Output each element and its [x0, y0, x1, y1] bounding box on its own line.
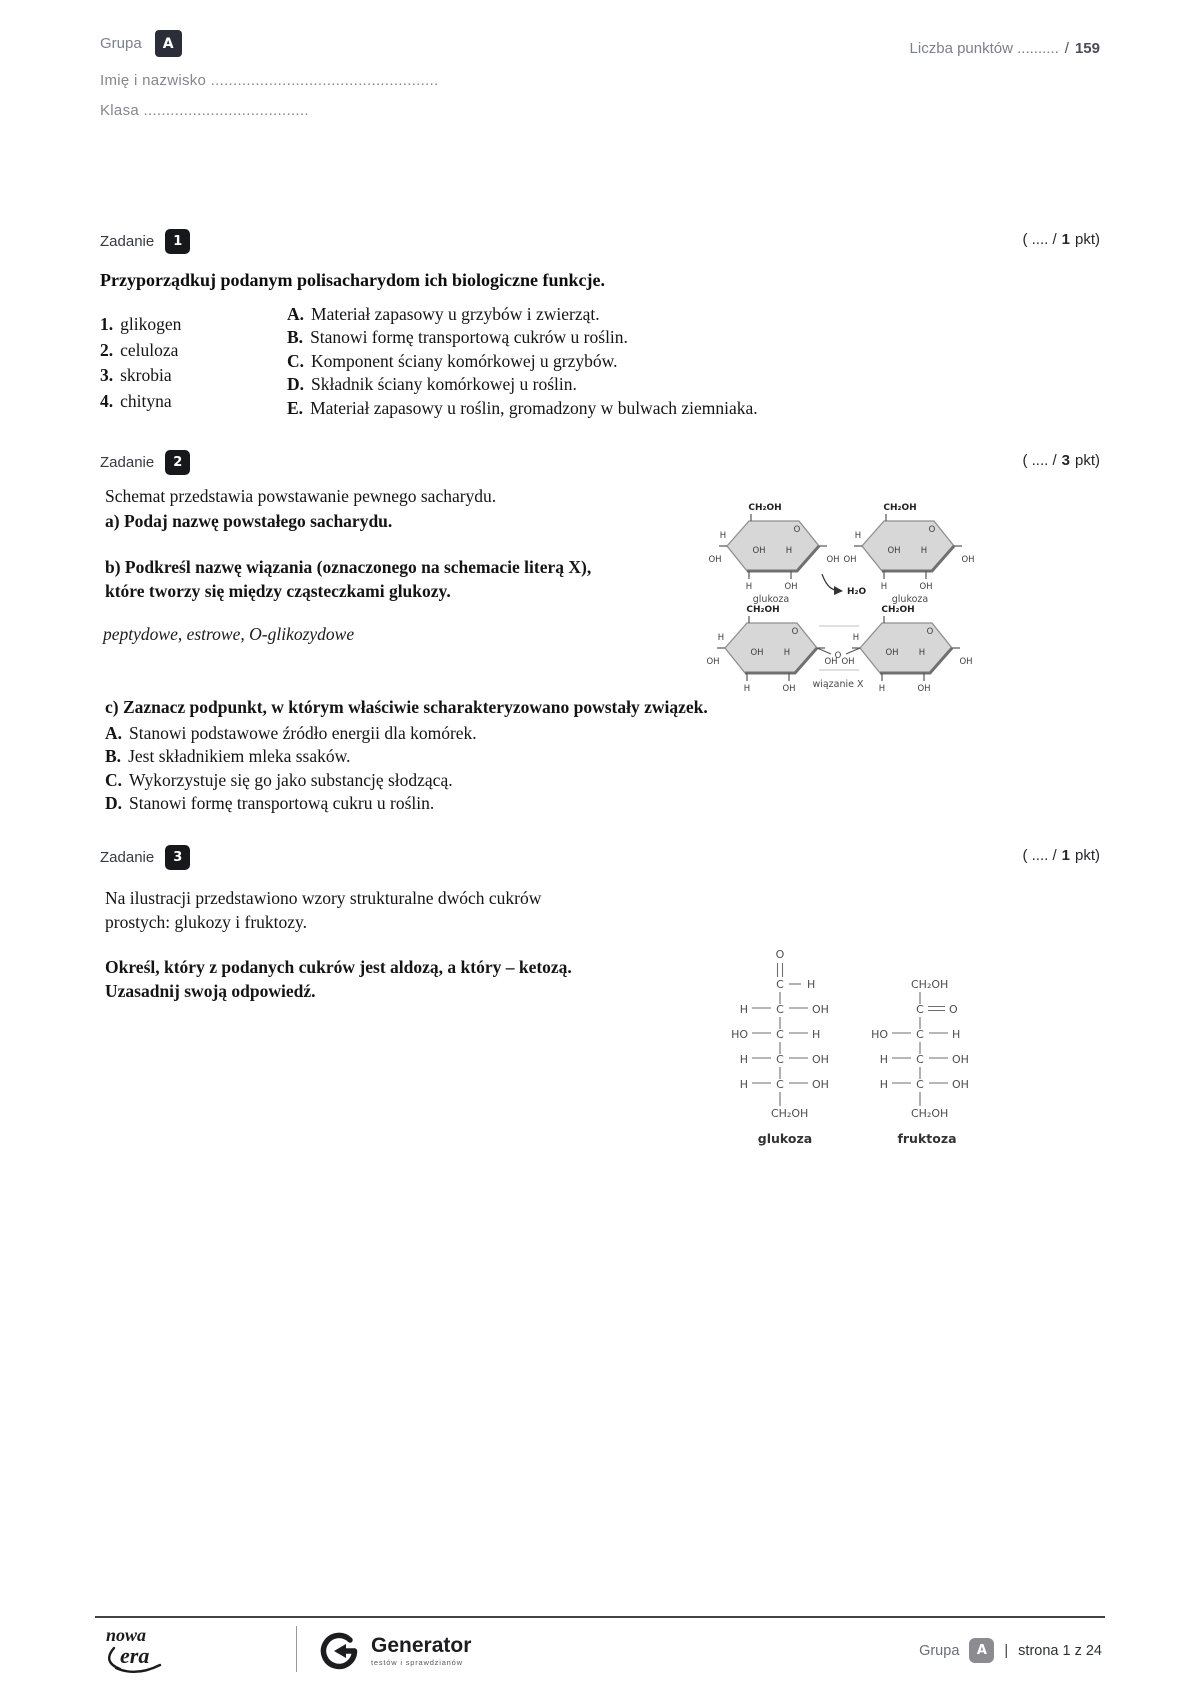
option-item — [105, 792, 477, 815]
option-item — [105, 769, 477, 792]
ch2oh-group: CH₂OH — [911, 1107, 949, 1120]
footer-vertical-divider — [296, 1626, 297, 1672]
function-text: Komponent ściany komórkowej u grzybów. — [311, 350, 618, 371]
term-num: 3. — [100, 365, 114, 385]
hydrogen: H — [879, 1078, 888, 1091]
footer-divider-line — [95, 1616, 1105, 1618]
ch2oh-group: CH₂OH — [771, 1107, 809, 1120]
term-num: 4. — [100, 390, 114, 411]
brand-word-1: nowa — [106, 1625, 147, 1645]
carbon: C — [776, 1078, 784, 1091]
function-text: Materiał zapasowy u roślin, gromadzony w bulwach ziemniaka. — [310, 397, 758, 418]
hydroxyl: HO — [731, 1028, 748, 1041]
term-text: skrobia — [120, 365, 172, 385]
carbon: C — [916, 1078, 924, 1091]
task-3-points-prefix: ( .... / — [1022, 847, 1057, 864]
function-letter: C. — [287, 350, 305, 371]
option-text: Jest składnikiem mleka ssaków. — [128, 746, 351, 767]
function-letter: B. — [287, 327, 304, 348]
generator-name: Generator — [371, 1634, 472, 1657]
function-item — [287, 350, 1100, 373]
glucose-ring-top-left — [708, 503, 839, 592]
footer-page-number: strona 1 z 24 — [1018, 1642, 1102, 1659]
task-2-word-bank: peptydowe, estrowe, O-glikozydowe — [103, 624, 355, 644]
task-2-part-c: c) Zaznacz podpunkt, w którym właściwie scharakteryzowano powstały związek. — [105, 697, 708, 717]
term-item — [100, 312, 287, 338]
structural-formulas — [685, 873, 995, 1158]
glucose-ring-top-right — [843, 503, 974, 592]
hydrogen: H — [739, 1053, 748, 1066]
option-letter: A. — [105, 723, 123, 743]
aldehyde-oxygen: O — [775, 948, 785, 961]
hydroxyl: OH — [952, 1078, 969, 1091]
option-item — [105, 745, 477, 768]
term-item — [100, 338, 287, 364]
option-text: Stanowi podstawowe źródło energii dla komórek. — [129, 723, 477, 743]
task-1-points — [1022, 231, 1100, 248]
function-text: Stanowi formę transportową cukrów u roślin. — [310, 327, 628, 348]
function-letter: A. — [287, 304, 305, 324]
glucose-caption: glukoza — [752, 594, 790, 605]
footer-pipe: | — [1004, 1642, 1009, 1659]
term-text: chityna — [120, 390, 172, 411]
total-points-label: Liczba punktów .......... — [909, 40, 1059, 57]
task-1-points-suffix: pkt) — [1074, 231, 1100, 248]
task-2-points-suffix: pkt) — [1074, 452, 1100, 469]
task-3-points — [1022, 847, 1100, 864]
bridge-oxygen-label: O — [834, 651, 842, 661]
task-1-number-badge: 1 — [165, 229, 190, 254]
option-text: Wykorzystuje się go jako substancję słodzącą. — [129, 769, 453, 790]
ch2oh-group: CH₂OH — [911, 978, 949, 991]
task-3-points-suffix: pkt) — [1074, 847, 1100, 864]
carbon: C — [776, 1053, 784, 1066]
task-3-points-value: 1 — [1061, 847, 1070, 864]
task-3-instruction: Określ, który z podanych cukrów jest aldozą, a który – ketozą. Uzasadnij swoją odpowiedź. — [105, 957, 572, 1001]
hydrogen: H — [952, 1028, 961, 1041]
task-2-number-badge: 2 — [165, 450, 190, 475]
term-item — [100, 389, 287, 415]
term-num: 2. — [100, 339, 114, 360]
ketone-oxygen: O — [949, 1003, 958, 1016]
footer-group-badge: A — [969, 1638, 994, 1663]
option-letter: D. — [105, 792, 123, 813]
task-3 — [100, 845, 1100, 1185]
task-3-number-badge: 3 — [165, 845, 190, 870]
nowa-era-logo — [100, 1624, 178, 1676]
option-letter: C. — [105, 769, 123, 790]
hydroxyl: OH — [952, 1053, 969, 1066]
carbon: C — [776, 1003, 784, 1016]
task-1-functions — [287, 303, 1100, 420]
task-3-label: Zadanie — [100, 849, 155, 866]
generator-subtitle: testów i sprawdzianów — [371, 1658, 463, 1667]
task-1-points-value: 1 — [1061, 231, 1070, 248]
class-line: Klasa ..................................... — [100, 102, 309, 119]
hydroxyl: OH — [812, 1053, 829, 1066]
task-2 — [100, 450, 1100, 830]
glucose-caption: glukoza — [891, 594, 929, 605]
name-line: Imię i nazwisko ................................................... — [100, 72, 439, 89]
option-text: Stanowi formę transportową cukru u roślin. — [129, 792, 435, 813]
term-num: 1. — [100, 314, 114, 334]
group-row — [100, 30, 439, 57]
generator-text — [371, 1635, 471, 1667]
task-1-head — [100, 229, 1100, 254]
bond-x-label: wiązanie X — [812, 679, 864, 690]
generator-g-icon — [318, 1630, 360, 1672]
carbon: C — [776, 1028, 784, 1041]
water-release-arrow — [822, 574, 843, 595]
water-label: H₂O — [847, 587, 867, 597]
header-left — [100, 30, 439, 119]
generator-logo — [318, 1630, 471, 1672]
function-letter: E. — [287, 397, 304, 418]
task-1-label: Zadanie — [100, 233, 155, 250]
carbon: C — [916, 1053, 924, 1066]
task-1-columns — [100, 303, 1100, 420]
task-1-terms — [100, 303, 287, 420]
function-item — [287, 373, 1100, 396]
total-points-value: 159 — [1074, 40, 1100, 57]
hydrogen: H — [807, 978, 816, 991]
function-letter: D. — [287, 374, 305, 395]
glucose-formula — [731, 948, 829, 1146]
group-badge: A — [155, 30, 182, 57]
task-2-label: Zadanie — [100, 454, 155, 471]
task-3-head — [100, 845, 1100, 870]
footer-page-info — [919, 1638, 1102, 1663]
hydroxyl: OH — [812, 1003, 829, 1016]
task-1-title: Przyporządkuj podanym polisacharydom ich biologiczne funkcje. — [100, 270, 606, 290]
hydrogen: H — [739, 1078, 748, 1091]
carbon: C — [916, 1028, 924, 1041]
hydrogen: H — [739, 1003, 748, 1016]
task-2-points-prefix: ( .... / — [1022, 452, 1057, 469]
function-text: Składnik ściany komórkowej u roślin. — [311, 374, 577, 395]
fructose-caption: fruktoza — [897, 1131, 957, 1146]
task-2-points-value: 3 — [1061, 452, 1070, 469]
task-1-points-prefix: ( .... / — [1022, 231, 1057, 248]
hydroxyl: OH — [812, 1078, 829, 1091]
hydrogen: H — [879, 1053, 888, 1066]
saccharide-diagram: H OH OH glukoza glukoza H₂O O wiązanie X — [662, 456, 1098, 696]
brand-word-2: era — [120, 1643, 150, 1668]
fructose-formula — [871, 978, 969, 1146]
task-2-part-b: b) Podkreśl nazwę wiązania (oznaczonego na schemacie literą X), które tworzy się między cząsteczkami glukozy. — [105, 557, 592, 601]
term-item — [100, 363, 287, 389]
carbon: C — [916, 1003, 924, 1016]
total-points — [910, 40, 1100, 57]
term-text: celuloza — [120, 339, 179, 360]
glucose-caption: glukoza — [757, 1131, 813, 1146]
carbon: C — [776, 978, 784, 991]
task-2-options — [105, 722, 477, 815]
task-3-intro: Na ilustracji przedstawiono wzory strukturalne dwóch cukrów prostych: glukozy i fruktozy. — [105, 888, 542, 932]
function-text: Materiał zapasowy u grzybów i zwierząt. — [311, 304, 600, 324]
task-2-intro: Schemat przedstawia powstawanie pewnego sacharydu. — [105, 486, 497, 506]
hydroxyl: HO — [871, 1028, 888, 1041]
function-item — [287, 326, 1100, 349]
hydrogen: H — [812, 1028, 821, 1041]
option-letter: B. — [105, 746, 122, 767]
term-text: glikogen — [120, 314, 182, 334]
task-2-part-a: a) Podaj nazwę powstałego sacharydu. — [105, 511, 393, 531]
function-item — [287, 397, 1100, 420]
option-item — [105, 722, 477, 745]
footer-group-label: Grupa — [919, 1642, 960, 1659]
total-points-slash: / — [1064, 40, 1069, 57]
group-label: Grupa — [100, 35, 142, 52]
task-1 — [100, 229, 1100, 420]
function-item — [287, 303, 1100, 326]
